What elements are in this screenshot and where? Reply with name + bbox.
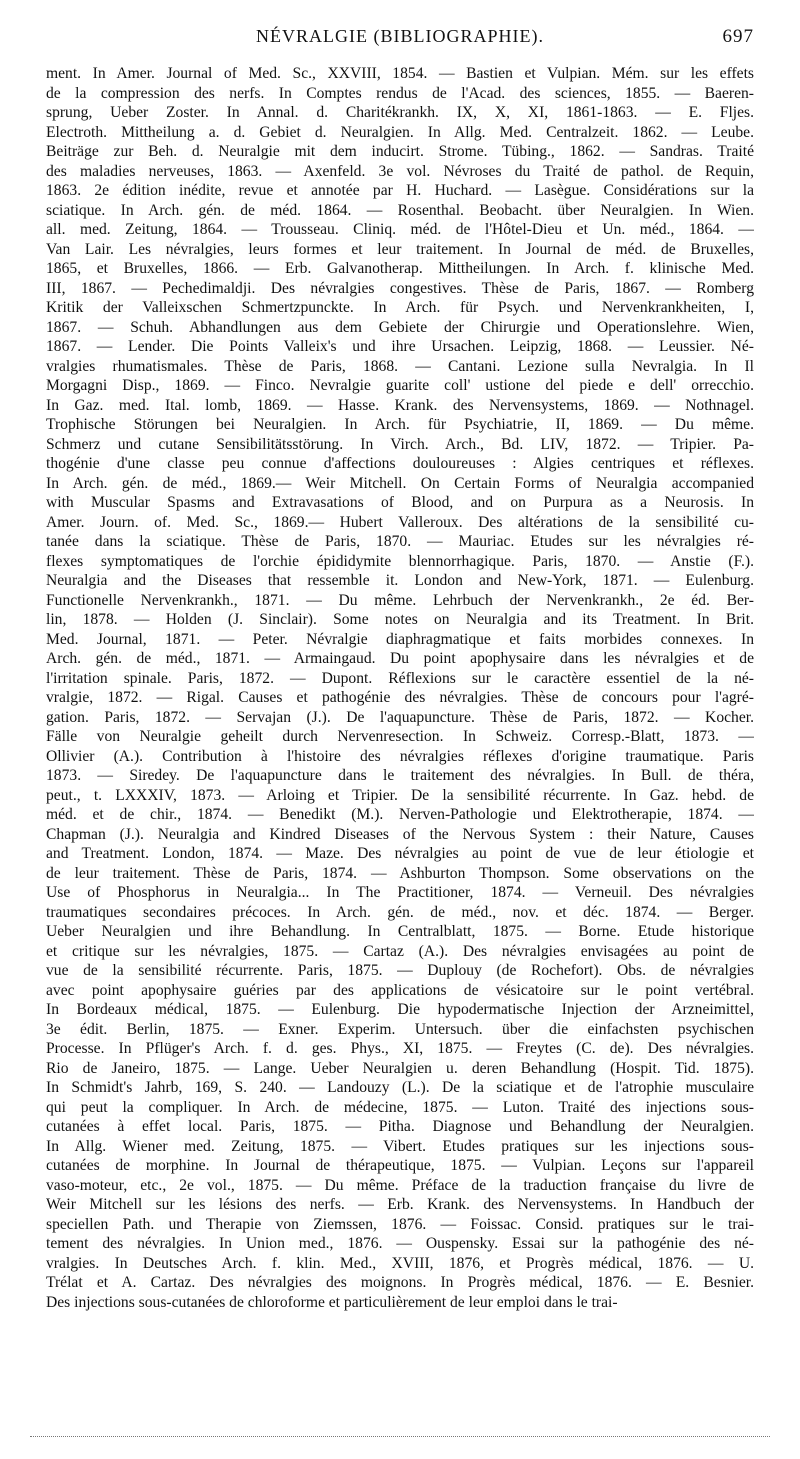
text-line: gation. Paris, 1872. — Servajan (J.). De l'aquapuncture. Thèse de Paris, 1872. — Kocher. (46, 708, 754, 726)
text-line: Des injections sous-cutanées de chloroforme et particulièrement de leur emploi dans le trai- (46, 1293, 618, 1311)
text-line: tement des névralgies. In Union med., 1876. — Ouspensky. Essai sur la pathogénie des né- (46, 1235, 754, 1252)
text-line: Electroth. Mittheilung a. d. Gebiet d. Neuralgien. In Allg. Med. Centralzeit. 1862. — Leube. (46, 123, 754, 141)
text-line: cutanées de morphine. In Journal de thérapeutique, 1875. — Vulpian. Leçons sur l'appareil (46, 1157, 754, 1174)
text-line: cutanées à effet local. Paris, 1875. — Pitha. Diagnose und Behandlung der Neuralgien. (46, 1118, 754, 1135)
text-line: lin, 1878. — Holden (J. Sinclair). Some notes on Neuralgia and its Treatment. In Brit. (46, 611, 754, 628)
text-line: de la compression des nerfs. In Comptes rendus de l'Acad. des sciences, 1855. — Baeren- (46, 84, 754, 102)
text-line: 1865, et Bruxelles, 1866. — Erb. Galvanotherap. Mittheilungen. In Arch. f. klinische Med. (46, 260, 754, 277)
text-line: flexes symptomatiques de l'orchie épididymite blennorrhagique. Paris, 1870. — Anstie (F.). (46, 552, 754, 570)
bibliography-text (46, 64, 754, 1312)
text-line: Fälle von Neuralgie geheilt durch Nervenresection. In Schweiz. Corresp.-Blatt, 1873. — (46, 728, 754, 745)
text-line: with Muscular Spasms and Extravasations of Blood, and on Purpura as a Neurosis. In (46, 494, 754, 511)
text-line: Kritik der Valleixschen Schmertzpunckte. In Arch. für Psych. und Nervenkrankheiten, I, (46, 299, 754, 316)
text-line: Van Lair. Les névralgies, leurs formes et leur traitement. In Journal de méd. de Bruxelles, (46, 240, 754, 258)
text-line: Trophische Störungen bei Neuralgien. In Arch. für Psychiatrie, II, 1869. — Du même. (46, 416, 754, 433)
running-header (46, 26, 754, 52)
text-line: thogénie d'une classe peu connue d'affections douloureuses : Algies centriques et réflexes. (46, 455, 754, 472)
text-line: tanée dans la sciatique. Thèse de Paris, 1870. — Mauriac. Etudes sur les névralgies ré- (46, 533, 754, 550)
text-line: vralgies rhumatismales. Thèse de Paris, 1868. — Cantani. Lezione sulla Nevralgia. In Il (46, 357, 754, 375)
text-line: traumatiques secondaires précoces. In Arch. gén. de méd., nov. et déc. 1874. — Berger. (46, 903, 754, 921)
text-line: l'irritation spinale. Paris, 1872. — Dupont. Réflexions sur le caractère essentiel de la né- (46, 669, 754, 687)
text-line: Rio de Janeiro, 1875. — Lange. Ueber Neuralgien u. deren Behandlung (Hospit. Tid. 1875). (46, 1059, 754, 1077)
text-line: Med. Journal, 1871. — Peter. Névralgie diaphragmatique et faits morbides connexes. In (46, 630, 754, 648)
text-line: Weir Mitchell sur les lésions des nerfs. — Erb. Krank. des Nervensystems. In Handbuch der (46, 1196, 754, 1213)
text-line: speciellen Path. und Therapie von Ziemssen, 1876. — Foissac. Consid. pratiques sur le trai- (46, 1215, 754, 1233)
text-line: vralgie, 1872. — Rigal. Causes et pathogénie des névralgies. Thèse de concours pour l'agré- (46, 689, 754, 706)
text-line: et critique sur les névralgies, 1875. — Cartaz (A.). Des névralgies envisagées au point de (46, 942, 754, 960)
text-line: avec point apophysaire guéries par des applications de vésicatoire sur le point vertébral. (46, 981, 754, 999)
text-line: Neuralgia and the Diseases that ressemble it. London and New-York, 1871. — Eulenburg. (46, 572, 754, 589)
page-number: 697 (722, 26, 754, 47)
text-line: III, 1867. — Pechedimaldji. Des névralgies congestives. Thèse de Paris, 1867. — Romberg (46, 279, 754, 297)
text-line: 1873. — Siredey. De l'aquapuncture dans le traitement des névralgies. In Bull. de théra, (46, 767, 754, 784)
text-line: de leur traitement. Thèse de Paris, 1874. — Ashburton Thompson. Some observations on the (46, 864, 754, 882)
text-line: sciatique. In Arch. gén. de méd. 1864. — Rosenthal. Beobacht. über Neuralgien. In Wien. (46, 201, 754, 219)
text-line: Ollivier (A.). Contribution à l'histoire des névralgies réflexes d'origine traumatique. Paris (46, 747, 754, 765)
text-line: Functionelle Nervenkrankh., 1871. — Du même. Lehrbuch der Nervenkrankh., 2e éd. Ber- (46, 591, 754, 609)
text-line: méd. et de chir., 1874. — Benedikt (M.). Nerven-Pathologie und Elektrotherapie, 1874. — (46, 806, 754, 823)
footer-rule (30, 1436, 770, 1437)
text-line: In Bordeaux médical, 1875. — Eulenburg. Die hypodermatische Injection der Arzneimittel, (46, 1001, 754, 1018)
running-title: NÉVRALGIE (BIBLIOGRAPHIE). (256, 26, 544, 46)
text-line: all. med. Zeitung, 1864. — Trousseau. Cliniq. méd. de l'Hôtel-Dieu et Un. méd., 1864. — (46, 221, 754, 238)
text-line: Arch. gén. de méd., 1871. — Armaingaud. Du point apophysaire dans les névralgies et de (46, 650, 754, 667)
text-line: In Allg. Wiener med. Zeitung, 1875. — Vibert. Etudes pratiques sur les injections sous- (46, 1137, 754, 1155)
text-line: des maladies nerveuses, 1863. — Axenfeld. 3e vol. Névroses du Traité de pathol. de Requin, (46, 162, 754, 180)
text-line: peut., t. LXXXIV, 1873. — Arloing et Tripier. De la sensibilité récurrente. In Gaz. hebd. de (46, 786, 754, 804)
text-line: vue de la sensibilité récurrente. Paris, 1875. — Duplouy (de Rochefort). Obs. de névralgies (46, 962, 754, 979)
text-line: sprung, Ueber Zoster. In Annal. d. Charitékrankh. IX, X, XI, 1861-1863. — E. Fljes. (46, 104, 754, 121)
text-line: vralgies. In Deutsches Arch. f. klin. Med., XVIII, 1876, et Progrès médical, 1876. — U. (46, 1254, 754, 1272)
text-line: vaso-moteur, etc., 2e vol., 1875. — Du même. Préface de la traduction française du livre de (46, 1176, 754, 1194)
text-line: 1867. — Schuh. Abhandlungen aus dem Gebiete der Chirurgie und Operationslehre. Wien, (46, 318, 754, 336)
text-line: 1863. 2e édition inédite, revue et annotée par H. Huchard. — Lasègue. Considérations sur la (46, 182, 754, 199)
text-line: ment. In Amer. Journal of Med. Sc., XXVIII, 1854. — Bastien et Vulpian. Mém. sur les effets (46, 65, 754, 82)
text-line: Schmerz und cutane Sensibilitätsstörung. In Virch. Arch., Bd. LIV, 1872. — Tripier. Pa- (46, 435, 754, 453)
text-line: Amer. Journ. of. Med. Sc., 1869.— Hubert Valleroux. Des altérations de la sensibilité cu- (46, 513, 754, 531)
text-line: and Treatment. London, 1874. — Maze. Des névralgies au point de vue de leur étiologie et (46, 845, 754, 862)
text-line: Morgagni Disp., 1869. — Finco. Nevralgie guarite coll' ustione del piede e dell' orrecchio. (46, 377, 754, 394)
text-line: In Gaz. med. Ital. lomb, 1869. — Hasse. Krank. des Nervensystems, 1869. — Nothnagel. (46, 396, 754, 414)
text-line: qui peut la compliquer. In Arch. de médecine, 1875. — Luton. Traité des injections sous- (46, 1098, 754, 1116)
text-line: Trélat et A. Cartaz. Des névralgies des moignons. In Progrès médical, 1876. — E. Besnier. (46, 1274, 754, 1291)
text-line: 1867. — Lender. Die Points Valleix's und ihre Ursachen. Leipzig, 1868. — Leussier. Né- (46, 338, 754, 355)
text-line: In Schmidt's Jahrb, 169, S. 240. — Landouzy (L.). De la sciatique et de l'atrophie musculaire (46, 1079, 754, 1096)
text-line: Ueber Neuralgien und ihre Behandlung. In Centralblatt, 1875. — Borne. Etude historique (46, 923, 754, 940)
text-line: In Arch. gén. de méd., 1869.— Weir Mitchell. On Certain Forms of Neuralgia accompanied (46, 474, 754, 492)
text-line: Processe. In Pflüger's Arch. f. d. ges. Phys., XI, 1875. — Freytes (C. de). Des névralgies. (46, 1040, 754, 1057)
text-line: Beiträge zur Beh. d. Neuralgie mit dem inducirt. Strome. Tübing., 1862. — Sandras. Traité (46, 143, 754, 160)
text-line: Use of Phosphorus in Neuralgia... In The Practitioner, 1874. — Verneuil. Des névralgies (46, 884, 754, 901)
text-line: Chapman (J.). Neuralgia and Kindred Diseases of the Nervous System : their Nature, Causes (46, 825, 754, 843)
text-line: 3e édit. Berlin, 1875. — Exner. Experim. Untersuch. über die einfachsten psychischen (46, 1020, 754, 1038)
